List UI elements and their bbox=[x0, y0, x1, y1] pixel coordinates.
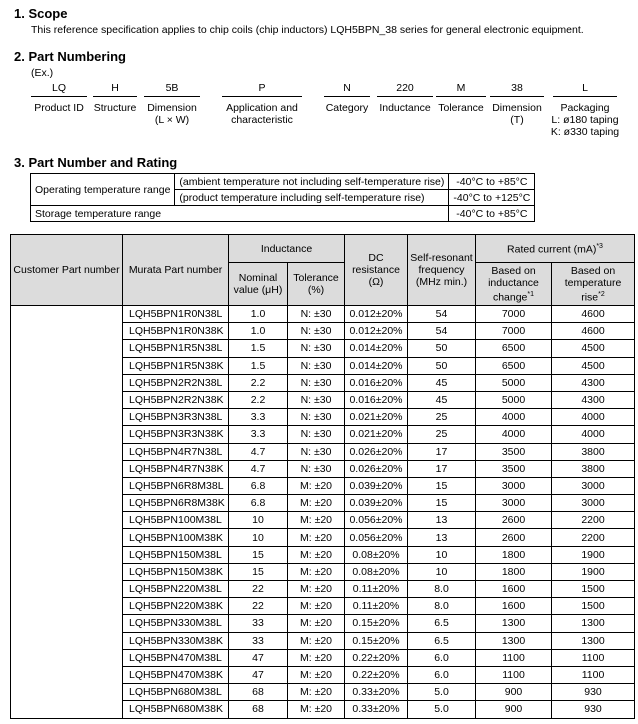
rated-current-temperature-rise-cell: 3800 bbox=[552, 460, 635, 477]
table-row bbox=[11, 443, 635, 460]
murata-part-number-cell: LQH5BPN680M38L bbox=[123, 684, 229, 701]
customer-part-number-cell bbox=[11, 563, 123, 580]
header-dc-resistance: DC resistance (Ω) bbox=[345, 235, 408, 306]
murata-part-number-cell: LQH5BPN220M38L bbox=[123, 581, 229, 598]
nominal-value-cell: 15 bbox=[229, 563, 288, 580]
self-resonant-frequency-cell: 50 bbox=[408, 340, 476, 357]
tolerance-cell: N: ±30 bbox=[288, 340, 345, 357]
murata-part-number-cell: LQH5BPN470M38K bbox=[123, 666, 229, 683]
header-customer-part-number: Customer Part number bbox=[11, 235, 123, 306]
rated-current-inductance-change-cell: 1800 bbox=[476, 563, 552, 580]
dc-resistance-cell: 0.026±20% bbox=[345, 460, 408, 477]
customer-part-number-cell bbox=[11, 374, 123, 391]
part-code-label: Dimension bbox=[147, 102, 197, 114]
header-murata-part-number: Murata Part number bbox=[123, 235, 229, 306]
dc-resistance-cell: 0.08±20% bbox=[345, 546, 408, 563]
customer-part-number-cell bbox=[11, 512, 123, 529]
dc-resistance-cell: 0.08±20% bbox=[345, 563, 408, 580]
nominal-value-cell: 68 bbox=[229, 701, 288, 718]
tolerance-cell: N: ±30 bbox=[288, 323, 345, 340]
murata-part-number-cell: LQH5BPN4R7N38K bbox=[123, 460, 229, 477]
self-resonant-frequency-cell: 10 bbox=[408, 563, 476, 580]
rated-current-temperature-rise-cell: 3000 bbox=[552, 477, 635, 494]
murata-part-number-cell: LQH5BPN680M38K bbox=[123, 701, 229, 718]
murata-part-number-cell: LQH5BPN3R3N38L bbox=[123, 409, 229, 426]
operating-temp-value-product: -40°C to +125°C bbox=[449, 190, 535, 206]
nominal-value-cell: 68 bbox=[229, 684, 288, 701]
customer-part-number-cell bbox=[11, 391, 123, 408]
tolerance-cell: M: ±20 bbox=[288, 666, 345, 683]
customer-part-number-cell bbox=[11, 632, 123, 649]
table-row bbox=[11, 598, 635, 615]
table-row bbox=[11, 649, 635, 666]
part-code-underline bbox=[31, 96, 87, 97]
tolerance-cell: N: ±30 bbox=[288, 443, 345, 460]
murata-part-number-cell: LQH5BPN220M38K bbox=[123, 598, 229, 615]
operating-temp-note-product: (product temperature including self-temperature rise) bbox=[175, 190, 449, 206]
rated-current-inductance-change-cell: 1600 bbox=[476, 598, 552, 615]
header-based-on-temperature-rise: Based on temperature rise$^{*2}$ bbox=[552, 263, 635, 306]
self-resonant-frequency-cell: 54 bbox=[408, 306, 476, 323]
rated-current-inductance-change-cell: 3500 bbox=[476, 443, 552, 460]
table-row bbox=[11, 306, 635, 323]
dc-resistance-cell: 0.014±20% bbox=[345, 357, 408, 374]
dc-resistance-cell: 0.012±20% bbox=[345, 306, 408, 323]
rated-current-inductance-change-cell: 7000 bbox=[476, 323, 552, 340]
self-resonant-frequency-cell: 45 bbox=[408, 374, 476, 391]
self-resonant-frequency-cell: 13 bbox=[408, 512, 476, 529]
murata-part-number-cell: LQH5BPN470M38L bbox=[123, 649, 229, 666]
table-row bbox=[11, 477, 635, 494]
part-code-underline bbox=[144, 96, 200, 97]
operating-temp-label: Operating temperature range bbox=[31, 174, 175, 206]
customer-part-number-cell bbox=[11, 581, 123, 598]
murata-part-number-cell: LQH5BPN2R2N38K bbox=[123, 391, 229, 408]
part-code-label: K: ø330 taping bbox=[550, 126, 620, 138]
rated-current-temperature-rise-cell: 4600 bbox=[552, 306, 635, 323]
part-code-underline bbox=[490, 96, 544, 97]
dc-resistance-cell: 0.016±20% bbox=[345, 374, 408, 391]
tolerance-cell: N: ±30 bbox=[288, 357, 345, 374]
part-code-label: Tolerance bbox=[438, 102, 484, 114]
nominal-value-cell: 47 bbox=[229, 649, 288, 666]
rated-current-temperature-rise-cell: 4500 bbox=[552, 340, 635, 357]
customer-part-number-cell bbox=[11, 701, 123, 718]
dc-resistance-cell: 0.014±20% bbox=[345, 340, 408, 357]
customer-part-number-cell bbox=[11, 598, 123, 615]
rated-current-inductance-change-cell: 7000 bbox=[476, 306, 552, 323]
self-resonant-frequency-cell: 50 bbox=[408, 357, 476, 374]
nominal-value-cell: 1.0 bbox=[229, 323, 288, 340]
self-resonant-frequency-cell: 25 bbox=[408, 426, 476, 443]
dc-resistance-cell: 0.15±20% bbox=[345, 632, 408, 649]
table-row bbox=[11, 615, 635, 632]
header-self-resonant-frequency: Self-resonant frequency (MHz min.) bbox=[408, 235, 476, 306]
customer-part-number-cell bbox=[11, 426, 123, 443]
part-code-underline bbox=[377, 96, 433, 97]
part-code-label: (T) bbox=[510, 114, 524, 126]
rated-current-inductance-change-cell: 900 bbox=[476, 701, 552, 718]
dc-resistance-cell: 0.11±20% bbox=[345, 598, 408, 615]
rated-current-temperature-rise-cell: 3000 bbox=[552, 495, 635, 512]
self-resonant-frequency-cell: 17 bbox=[408, 460, 476, 477]
murata-part-number-cell: LQH5BPN1R5N38L bbox=[123, 340, 229, 357]
table-row bbox=[11, 323, 635, 340]
part-rating-table bbox=[10, 234, 635, 719]
self-resonant-frequency-cell: 8.0 bbox=[408, 598, 476, 615]
part-code-8: 38 bbox=[511, 82, 523, 94]
rated-current-temperature-rise-cell: 2200 bbox=[552, 512, 635, 529]
rated-current-inductance-change-cell: 3500 bbox=[476, 460, 552, 477]
part-code-6: 220 bbox=[396, 82, 414, 94]
rated-current-temperature-rise-cell: 1500 bbox=[552, 598, 635, 615]
customer-part-number-cell bbox=[11, 684, 123, 701]
murata-part-number-cell: LQH5BPN6R8M38L bbox=[123, 477, 229, 494]
tolerance-cell: M: ±20 bbox=[288, 598, 345, 615]
part-code-underline bbox=[93, 96, 137, 97]
table-row bbox=[11, 684, 635, 701]
rated-current-temperature-rise-cell: 2200 bbox=[552, 529, 635, 546]
tolerance-cell: N: ±30 bbox=[288, 460, 345, 477]
rated-current-inductance-change-cell: 900 bbox=[476, 684, 552, 701]
scope-heading: 1. Scope bbox=[14, 6, 68, 21]
rated-current-temperature-rise-cell: 4300 bbox=[552, 374, 635, 391]
table-row bbox=[11, 495, 635, 512]
rated-current-temperature-rise-cell: 1900 bbox=[552, 546, 635, 563]
murata-part-number-cell: LQH5BPN100M38L bbox=[123, 512, 229, 529]
header-nominal-value: Nominal value (μH) bbox=[229, 263, 288, 306]
part-code-label: L: ø180 taping bbox=[551, 114, 619, 126]
murata-part-number-cell: LQH5BPN150M38L bbox=[123, 546, 229, 563]
table-row bbox=[11, 391, 635, 408]
rating-heading: 3. Part Number and Rating bbox=[14, 155, 178, 170]
dc-resistance-cell: 0.039±20% bbox=[345, 477, 408, 494]
murata-part-number-cell: LQH5BPN1R0N38K bbox=[123, 323, 229, 340]
part-code-1: LQ bbox=[51, 82, 66, 94]
part-code-underline bbox=[553, 96, 617, 97]
header-based-on-inductance-change: Based on inductance change$^{*1}$ bbox=[476, 263, 552, 306]
table-row bbox=[11, 340, 635, 357]
nominal-value-cell: 33 bbox=[229, 632, 288, 649]
table-row bbox=[11, 546, 635, 563]
customer-part-number-cell bbox=[11, 357, 123, 374]
part-code-7: M bbox=[456, 82, 466, 94]
murata-part-number-cell: LQH5BPN100M38K bbox=[123, 529, 229, 546]
customer-part-number-cell bbox=[11, 615, 123, 632]
table-row bbox=[11, 374, 635, 391]
dc-resistance-cell: 0.22±20% bbox=[345, 649, 408, 666]
self-resonant-frequency-cell: 6.5 bbox=[408, 615, 476, 632]
customer-part-number-cell bbox=[11, 666, 123, 683]
tolerance-cell: M: ±20 bbox=[288, 529, 345, 546]
nominal-value-cell: 15 bbox=[229, 546, 288, 563]
nominal-value-cell: 33 bbox=[229, 615, 288, 632]
dc-resistance-cell: 0.026±20% bbox=[345, 443, 408, 460]
tolerance-cell: N: ±30 bbox=[288, 409, 345, 426]
part-code-2: H bbox=[111, 82, 119, 94]
tolerance-cell: M: ±20 bbox=[288, 563, 345, 580]
rated-current-inductance-change-cell: 1300 bbox=[476, 632, 552, 649]
customer-part-number-cell bbox=[11, 409, 123, 426]
murata-part-number-cell: LQH5BPN330M38L bbox=[123, 615, 229, 632]
nominal-value-cell: 1.5 bbox=[229, 340, 288, 357]
rated-current-inductance-change-cell: 1300 bbox=[476, 615, 552, 632]
dc-resistance-cell: 0.012±20% bbox=[345, 323, 408, 340]
customer-part-number-cell bbox=[11, 649, 123, 666]
nominal-value-cell: 2.2 bbox=[229, 374, 288, 391]
nominal-value-cell: 10 bbox=[229, 529, 288, 546]
murata-part-number-cell: LQH5BPN6R8M38K bbox=[123, 495, 229, 512]
operating-temp-note-ambient: (ambient temperature not including self-temperature rise) bbox=[175, 174, 449, 190]
header-rated-current: Rated current (mA)$^{*3}$ bbox=[476, 235, 635, 263]
tolerance-cell: M: ±20 bbox=[288, 615, 345, 632]
rated-current-temperature-rise-cell: 1500 bbox=[552, 581, 635, 598]
nominal-value-cell: 10 bbox=[229, 512, 288, 529]
self-resonant-frequency-cell: 13 bbox=[408, 529, 476, 546]
self-resonant-frequency-cell: 10 bbox=[408, 546, 476, 563]
tolerance-cell: N: ±30 bbox=[288, 426, 345, 443]
part-code-label: characteristic bbox=[231, 114, 293, 126]
tolerance-cell: M: ±20 bbox=[288, 477, 345, 494]
self-resonant-frequency-cell: 6.5 bbox=[408, 632, 476, 649]
part-code-label: Dimension bbox=[492, 102, 542, 114]
customer-part-number-cell bbox=[11, 323, 123, 340]
dc-resistance-cell: 0.33±20% bbox=[345, 701, 408, 718]
self-resonant-frequency-cell: 8.0 bbox=[408, 581, 476, 598]
part-code-9: L bbox=[582, 82, 588, 94]
nominal-value-cell: 6.8 bbox=[229, 495, 288, 512]
tolerance-cell: M: ±20 bbox=[288, 495, 345, 512]
nominal-value-cell: 22 bbox=[229, 581, 288, 598]
customer-part-number-cell bbox=[11, 529, 123, 546]
rated-current-inductance-change-cell: 5000 bbox=[476, 374, 552, 391]
dc-resistance-cell: 0.021±20% bbox=[345, 426, 408, 443]
nominal-value-cell: 1.0 bbox=[229, 306, 288, 323]
nominal-value-cell: 3.3 bbox=[229, 409, 288, 426]
nominal-value-cell: 47 bbox=[229, 666, 288, 683]
self-resonant-frequency-cell: 17 bbox=[408, 443, 476, 460]
nominal-value-cell: 4.7 bbox=[229, 443, 288, 460]
customer-part-number-cell bbox=[11, 340, 123, 357]
tolerance-cell: M: ±20 bbox=[288, 512, 345, 529]
tolerance-cell: M: ±20 bbox=[288, 684, 345, 701]
header-inductance: Inductance bbox=[229, 235, 345, 263]
rated-current-temperature-rise-cell: 1300 bbox=[552, 615, 635, 632]
tolerance-cell: M: ±20 bbox=[288, 649, 345, 666]
self-resonant-frequency-cell: 54 bbox=[408, 323, 476, 340]
table-row bbox=[11, 581, 635, 598]
numbering-example-label: (Ex.) bbox=[31, 67, 54, 79]
tolerance-cell: M: ±20 bbox=[288, 581, 345, 598]
tolerance-cell: M: ±20 bbox=[288, 701, 345, 718]
tolerance-cell: N: ±30 bbox=[288, 374, 345, 391]
part-code-4: P bbox=[258, 82, 266, 94]
dc-resistance-cell: 0.056±20% bbox=[345, 512, 408, 529]
dc-resistance-cell: 0.021±20% bbox=[345, 409, 408, 426]
part-code-label: Inductance bbox=[379, 102, 431, 114]
dc-resistance-cell: 0.15±20% bbox=[345, 615, 408, 632]
temperature-range-table bbox=[30, 173, 535, 222]
header-tolerance: Tolerance (%) bbox=[288, 263, 345, 306]
scope-text: This reference specification applies to chip coils (chip inductors) LQH5BPN_38 series for general electronic equipment. bbox=[31, 24, 584, 36]
table-row bbox=[11, 632, 635, 649]
tolerance-cell: M: ±20 bbox=[288, 632, 345, 649]
rated-current-inductance-change-cell: 1600 bbox=[476, 581, 552, 598]
part-code-label: Application and bbox=[226, 102, 298, 114]
part-code-label: Category bbox=[325, 102, 369, 114]
rated-current-temperature-rise-cell: 1300 bbox=[552, 632, 635, 649]
tolerance-cell: N: ±30 bbox=[288, 306, 345, 323]
part-code-label: Product ID bbox=[34, 102, 84, 114]
rated-current-temperature-rise-cell: 4000 bbox=[552, 409, 635, 426]
nominal-value-cell: 2.2 bbox=[229, 391, 288, 408]
nominal-value-cell: 1.5 bbox=[229, 357, 288, 374]
table-row bbox=[11, 563, 635, 580]
rated-current-inductance-change-cell: 6500 bbox=[476, 357, 552, 374]
rated-current-inductance-change-cell: 2600 bbox=[476, 512, 552, 529]
operating-temp-value-ambient: -40°C to +85°C bbox=[449, 174, 535, 190]
nominal-value-cell: 22 bbox=[229, 598, 288, 615]
rated-current-temperature-rise-cell: 1100 bbox=[552, 649, 635, 666]
self-resonant-frequency-cell: 6.0 bbox=[408, 649, 476, 666]
customer-part-number-cell bbox=[11, 477, 123, 494]
table-row bbox=[11, 666, 635, 683]
part-code-underline bbox=[222, 96, 302, 97]
murata-part-number-cell: LQH5BPN330M38K bbox=[123, 632, 229, 649]
table-row bbox=[11, 357, 635, 374]
self-resonant-frequency-cell: 6.0 bbox=[408, 666, 476, 683]
tolerance-cell: M: ±20 bbox=[288, 546, 345, 563]
dc-resistance-cell: 0.056±20% bbox=[345, 529, 408, 546]
murata-part-number-cell: LQH5BPN4R7N38L bbox=[123, 443, 229, 460]
dc-resistance-cell: 0.016±20% bbox=[345, 391, 408, 408]
rated-current-temperature-rise-cell: 4500 bbox=[552, 357, 635, 374]
rated-current-temperature-rise-cell: 4000 bbox=[552, 426, 635, 443]
dc-resistance-cell: 0.11±20% bbox=[345, 581, 408, 598]
part-code-underline bbox=[324, 96, 370, 97]
self-resonant-frequency-cell: 15 bbox=[408, 495, 476, 512]
murata-part-number-cell: LQH5BPN3R3N38K bbox=[123, 426, 229, 443]
nominal-value-cell: 4.7 bbox=[229, 460, 288, 477]
nominal-value-cell: 6.8 bbox=[229, 477, 288, 494]
murata-part-number-cell: LQH5BPN150M38K bbox=[123, 563, 229, 580]
customer-part-number-cell bbox=[11, 443, 123, 460]
dc-resistance-cell: 0.22±20% bbox=[345, 666, 408, 683]
table-row bbox=[11, 426, 635, 443]
part-code-underline bbox=[436, 96, 486, 97]
table-row bbox=[11, 701, 635, 718]
rated-current-inductance-change-cell: 1100 bbox=[476, 666, 552, 683]
dc-resistance-cell: 0.33±20% bbox=[345, 684, 408, 701]
table-row bbox=[11, 409, 635, 426]
rated-current-temperature-rise-cell: 1100 bbox=[552, 666, 635, 683]
storage-temp-value: -40°C to +85°C bbox=[449, 206, 535, 222]
self-resonant-frequency-cell: 45 bbox=[408, 391, 476, 408]
dc-resistance-cell: 0.039±20% bbox=[345, 495, 408, 512]
rated-current-inductance-change-cell: 2600 bbox=[476, 529, 552, 546]
rated-current-inductance-change-cell: 1100 bbox=[476, 649, 552, 666]
rated-current-temperature-rise-cell: 930 bbox=[552, 701, 635, 718]
self-resonant-frequency-cell: 5.0 bbox=[408, 701, 476, 718]
rated-current-inductance-change-cell: 4000 bbox=[476, 409, 552, 426]
part-code-label: (L × W) bbox=[154, 114, 190, 126]
storage-temp-label: Storage temperature range bbox=[31, 206, 449, 222]
murata-part-number-cell: LQH5BPN1R5N38K bbox=[123, 357, 229, 374]
customer-part-number-cell bbox=[11, 546, 123, 563]
rated-current-temperature-rise-cell: 3800 bbox=[552, 443, 635, 460]
rated-current-temperature-rise-cell: 4600 bbox=[552, 323, 635, 340]
nominal-value-cell: 3.3 bbox=[229, 426, 288, 443]
customer-part-number-cell bbox=[11, 460, 123, 477]
murata-part-number-cell: LQH5BPN1R0N38L bbox=[123, 306, 229, 323]
rated-current-inductance-change-cell: 3000 bbox=[476, 477, 552, 494]
tolerance-cell: N: ±30 bbox=[288, 391, 345, 408]
table-row bbox=[11, 529, 635, 546]
rated-current-inductance-change-cell: 5000 bbox=[476, 391, 552, 408]
part-code-label: Structure bbox=[93, 102, 137, 114]
rated-current-inductance-change-cell: 3000 bbox=[476, 495, 552, 512]
rated-current-temperature-rise-cell: 1900 bbox=[552, 563, 635, 580]
table-row bbox=[11, 460, 635, 477]
customer-part-number-cell bbox=[11, 306, 123, 323]
self-resonant-frequency-cell: 15 bbox=[408, 477, 476, 494]
rated-current-temperature-rise-cell: 4300 bbox=[552, 391, 635, 408]
rated-current-temperature-rise-cell: 930 bbox=[552, 684, 635, 701]
self-resonant-frequency-cell: 5.0 bbox=[408, 684, 476, 701]
self-resonant-frequency-cell: 25 bbox=[408, 409, 476, 426]
rated-current-inductance-change-cell: 1800 bbox=[476, 546, 552, 563]
customer-part-number-cell bbox=[11, 495, 123, 512]
numbering-heading: 2. Part Numbering bbox=[14, 49, 126, 64]
part-code-3: 5B bbox=[165, 82, 179, 94]
part-code-label: Packaging bbox=[560, 102, 610, 114]
murata-part-number-cell: LQH5BPN2R2N38L bbox=[123, 374, 229, 391]
table-row bbox=[11, 512, 635, 529]
rated-current-inductance-change-cell: 4000 bbox=[476, 426, 552, 443]
part-code-5: N bbox=[343, 82, 351, 94]
rated-current-inductance-change-cell: 6500 bbox=[476, 340, 552, 357]
